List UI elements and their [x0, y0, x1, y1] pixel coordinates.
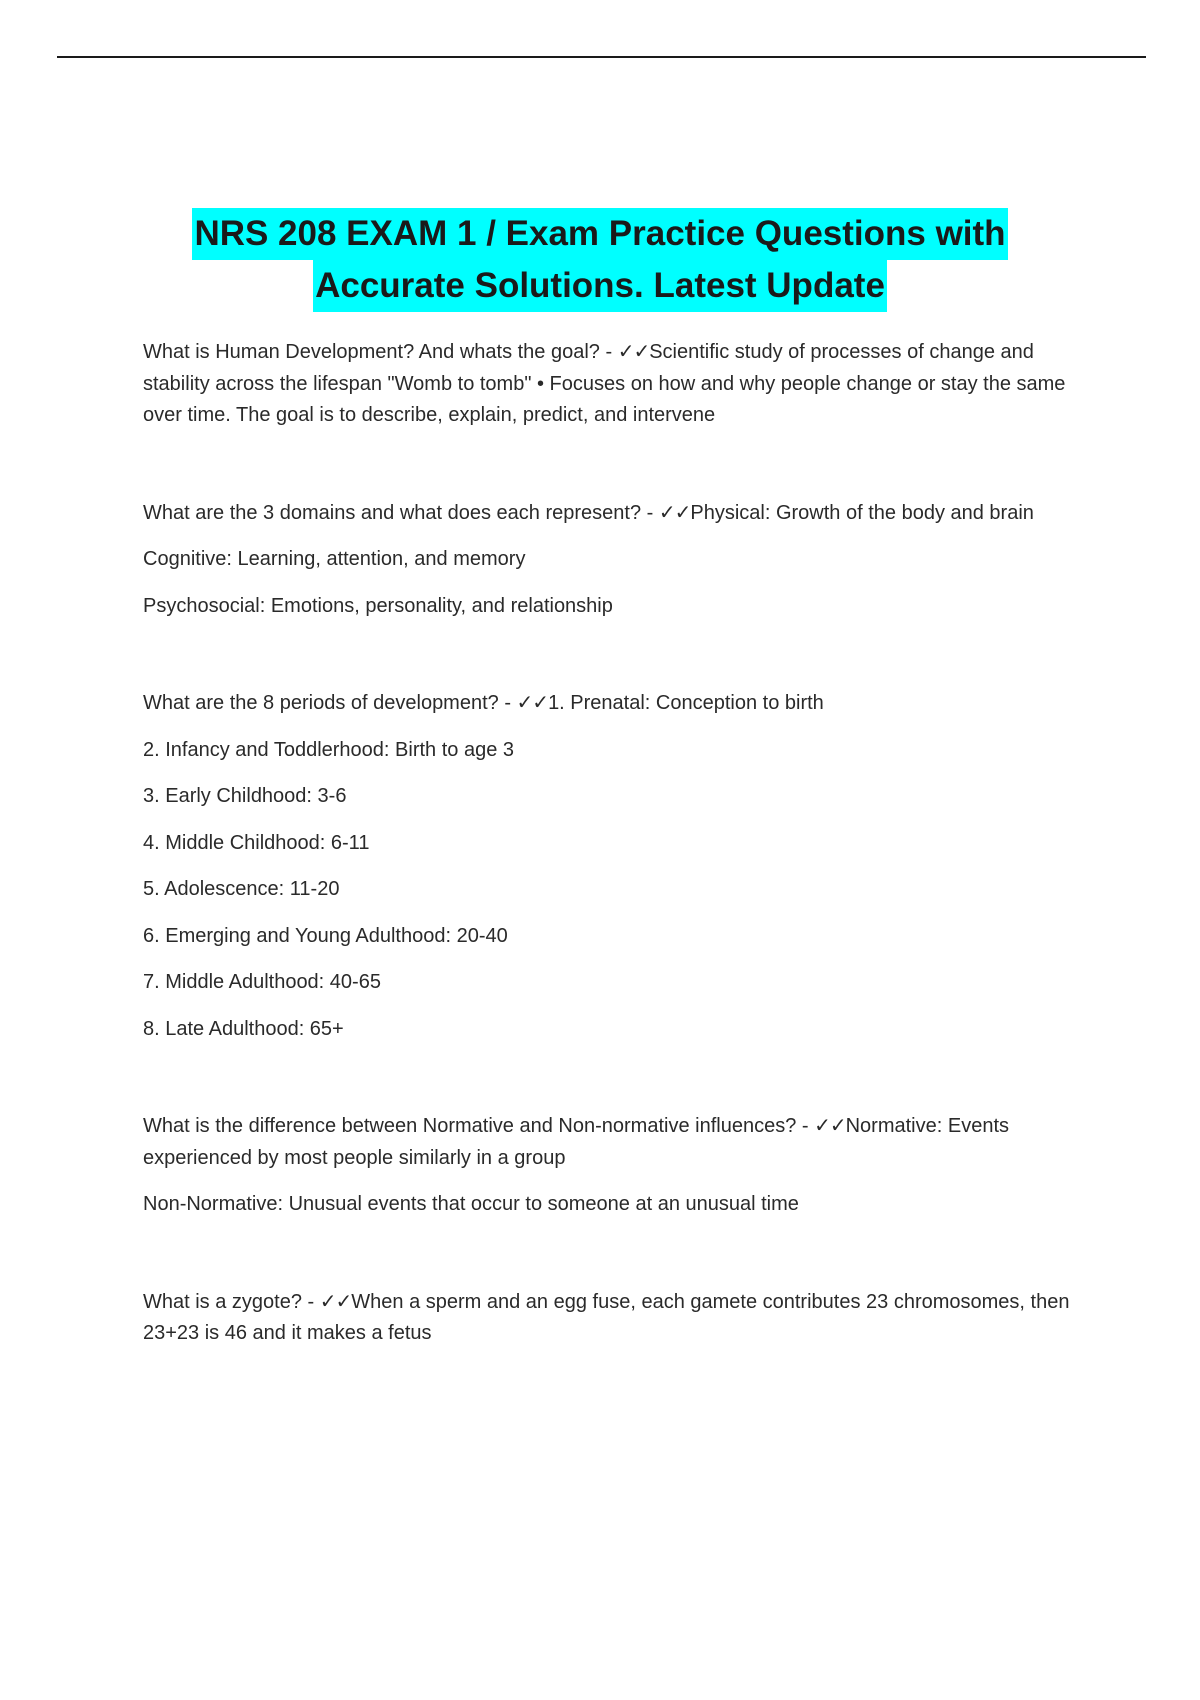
qa-content — [143, 336, 1073, 1415]
answer-line: 5. Adolescence: 11-20 — [143, 878, 340, 900]
qa-item-domains — [143, 497, 1073, 623]
qa-item-human-development — [143, 336, 1073, 432]
double-check-icon: ✓✓ — [814, 1113, 846, 1137]
question-text: What are the 3 domains and what does each represent? - — [143, 501, 659, 524]
double-check-icon: ✓✓ — [516, 690, 549, 714]
answer-line: 4. Middle Childhood: 6-11 — [143, 831, 370, 854]
top-rule — [57, 56, 1146, 58]
question-text: What is the difference between Normative and Non-normative influences? - — [143, 1115, 815, 1137]
answer-line: Non-Normative: Unusual events that occur to someone at an unusual time — [143, 1193, 799, 1215]
qa-item-influences — [143, 1110, 1073, 1221]
question-text: What is Human Development? And whats the goal? - — [143, 341, 618, 363]
double-check-icon: ✓✓ — [319, 1288, 352, 1313]
answer-line: 6. Emerging and Young Adulthood: 20-40 — [143, 924, 508, 947]
answer-text: 1. Prenatal: Conception to birth — [548, 692, 824, 714]
title-line-2: Accurate Solutions. Latest Update — [313, 260, 887, 312]
answer-line: 7. Middle Adulthood: 40-65 — [143, 971, 381, 993]
answer-text: Physical: Growth of the body and brain — [690, 501, 1034, 524]
answer-line: Cognitive: Learning, attention, and memory — [143, 548, 526, 570]
double-check-icon: ✓✓ — [617, 339, 650, 363]
answer-text: Scientific study of processes of change and stability across the lifespan "Womb to tomb" • Focuses on how and why people change or stay the same over time. The goal is to describe, explain, predict, and intervene — [143, 341, 1066, 426]
answer-line: 8. Late Adulthood: 65+ — [143, 1017, 344, 1040]
title-line-1: NRS 208 EXAM 1 / Exam Practice Questions with — [192, 208, 1007, 260]
qa-first-paragraph — [143, 1110, 1073, 1174]
question-text: What are the 8 periods of development? - — [143, 692, 517, 714]
qa-first-paragraph — [143, 497, 1073, 530]
answer-line: 2. Infancy and Toddlerhood: Birth to age 3 — [143, 738, 515, 761]
double-check-icon: ✓✓ — [658, 499, 691, 524]
qa-first-paragraph — [143, 336, 1073, 432]
answer-line: Psychosocial: Emotions, personality, and relationship — [143, 594, 613, 617]
qa-item-zygote — [143, 1286, 1073, 1350]
qa-item-periods — [143, 687, 1073, 1045]
answer-text: When a sperm and an egg fuse, each gamete contributes 23 chromosomes, then 23+23 is 46 and it makes a fetus — [143, 1290, 1070, 1344]
document-title — [140, 208, 1060, 312]
answer-text: Normative: Events experienced by most people similarly in a group — [143, 1115, 1009, 1169]
qa-first-paragraph — [143, 1286, 1073, 1350]
answer-line: 3. Early Childhood: 3-6 — [143, 785, 347, 807]
qa-first-paragraph — [143, 687, 1073, 720]
question-text: What is a zygote? - — [143, 1290, 320, 1313]
